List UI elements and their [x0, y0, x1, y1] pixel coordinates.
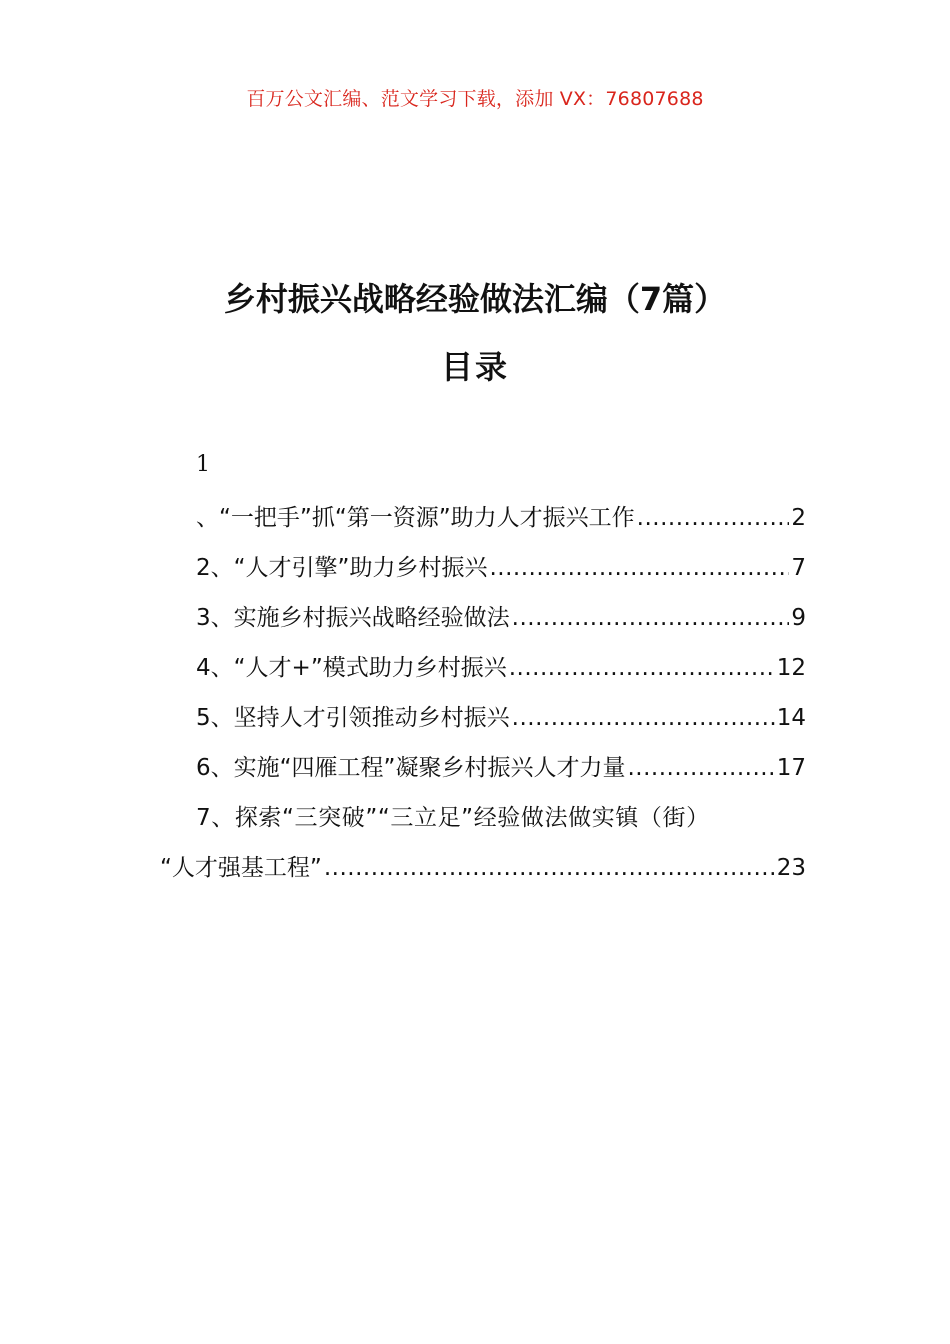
stray-number: 1: [196, 452, 210, 477]
toc-entry-page: 2: [791, 505, 806, 531]
toc-entry-5[interactable]: [196, 700, 806, 750]
toc-entry-label-continued: “人才强基工程”: [160, 855, 322, 881]
toc-entry-7-continued[interactable]: [160, 850, 806, 900]
toc-entry-7[interactable]: [196, 800, 806, 850]
toc-entry-number: 3: [196, 605, 211, 631]
toc-entry-page: 23: [776, 855, 806, 881]
toc-entry-label: 、实施“四雁工程”凝聚乡村振兴人才力量: [210, 755, 626, 781]
toc-entry-page: 14: [776, 705, 806, 731]
toc-entry-number: 6: [196, 755, 211, 781]
toc-entry-4[interactable]: [196, 650, 806, 700]
toc-entry-label: 、“人才+”模式助力乡村振兴: [210, 655, 507, 681]
toc-entry-6[interactable]: [196, 750, 806, 800]
toc-entry-2[interactable]: [196, 550, 806, 600]
dot-leader: [324, 850, 775, 886]
header-note: 百万公文汇编、范文学习下载，添加 VX：76807688: [246, 88, 704, 110]
toc-entry-page: 7: [791, 555, 806, 581]
toc-entry-number: 2: [196, 555, 211, 581]
toc-heading: 目录: [440, 348, 509, 386]
dot-leader: [512, 700, 775, 736]
dot-leader: [509, 650, 775, 686]
toc-entry-label: 、坚持人才引领推动乡村振兴: [210, 705, 510, 731]
toc-entry-label: 、“人才引擎”助力乡村振兴: [210, 555, 488, 581]
toc-entry-3[interactable]: [196, 600, 806, 650]
dot-leader: [512, 600, 790, 636]
dot-leader: [489, 550, 789, 586]
toc-entry-page: 17: [776, 755, 806, 781]
toc-entry-label: 、“一把手”抓“第一资源”助力人才振兴工作: [196, 505, 635, 531]
dot-leader: [627, 750, 774, 786]
toc-entry-number: 7: [196, 805, 212, 831]
dot-leader: [637, 500, 790, 536]
toc-entry-number: 5: [196, 705, 211, 731]
toc-entry-page: 9: [791, 605, 806, 631]
toc-entry-1[interactable]: [196, 500, 806, 550]
toc-entry-label: 、实施乡村振兴战略经验做法: [210, 605, 510, 631]
toc-entry-label: 、探索“三突破”“三立足”经验做法做实镇（街）: [211, 805, 710, 831]
toc-entry-page: 12: [776, 655, 806, 681]
document-title: 乡村振兴战略经验做法汇编（7篇）: [223, 280, 727, 318]
toc-entry-number: 4: [196, 655, 211, 681]
table-of-contents: [160, 500, 806, 881]
